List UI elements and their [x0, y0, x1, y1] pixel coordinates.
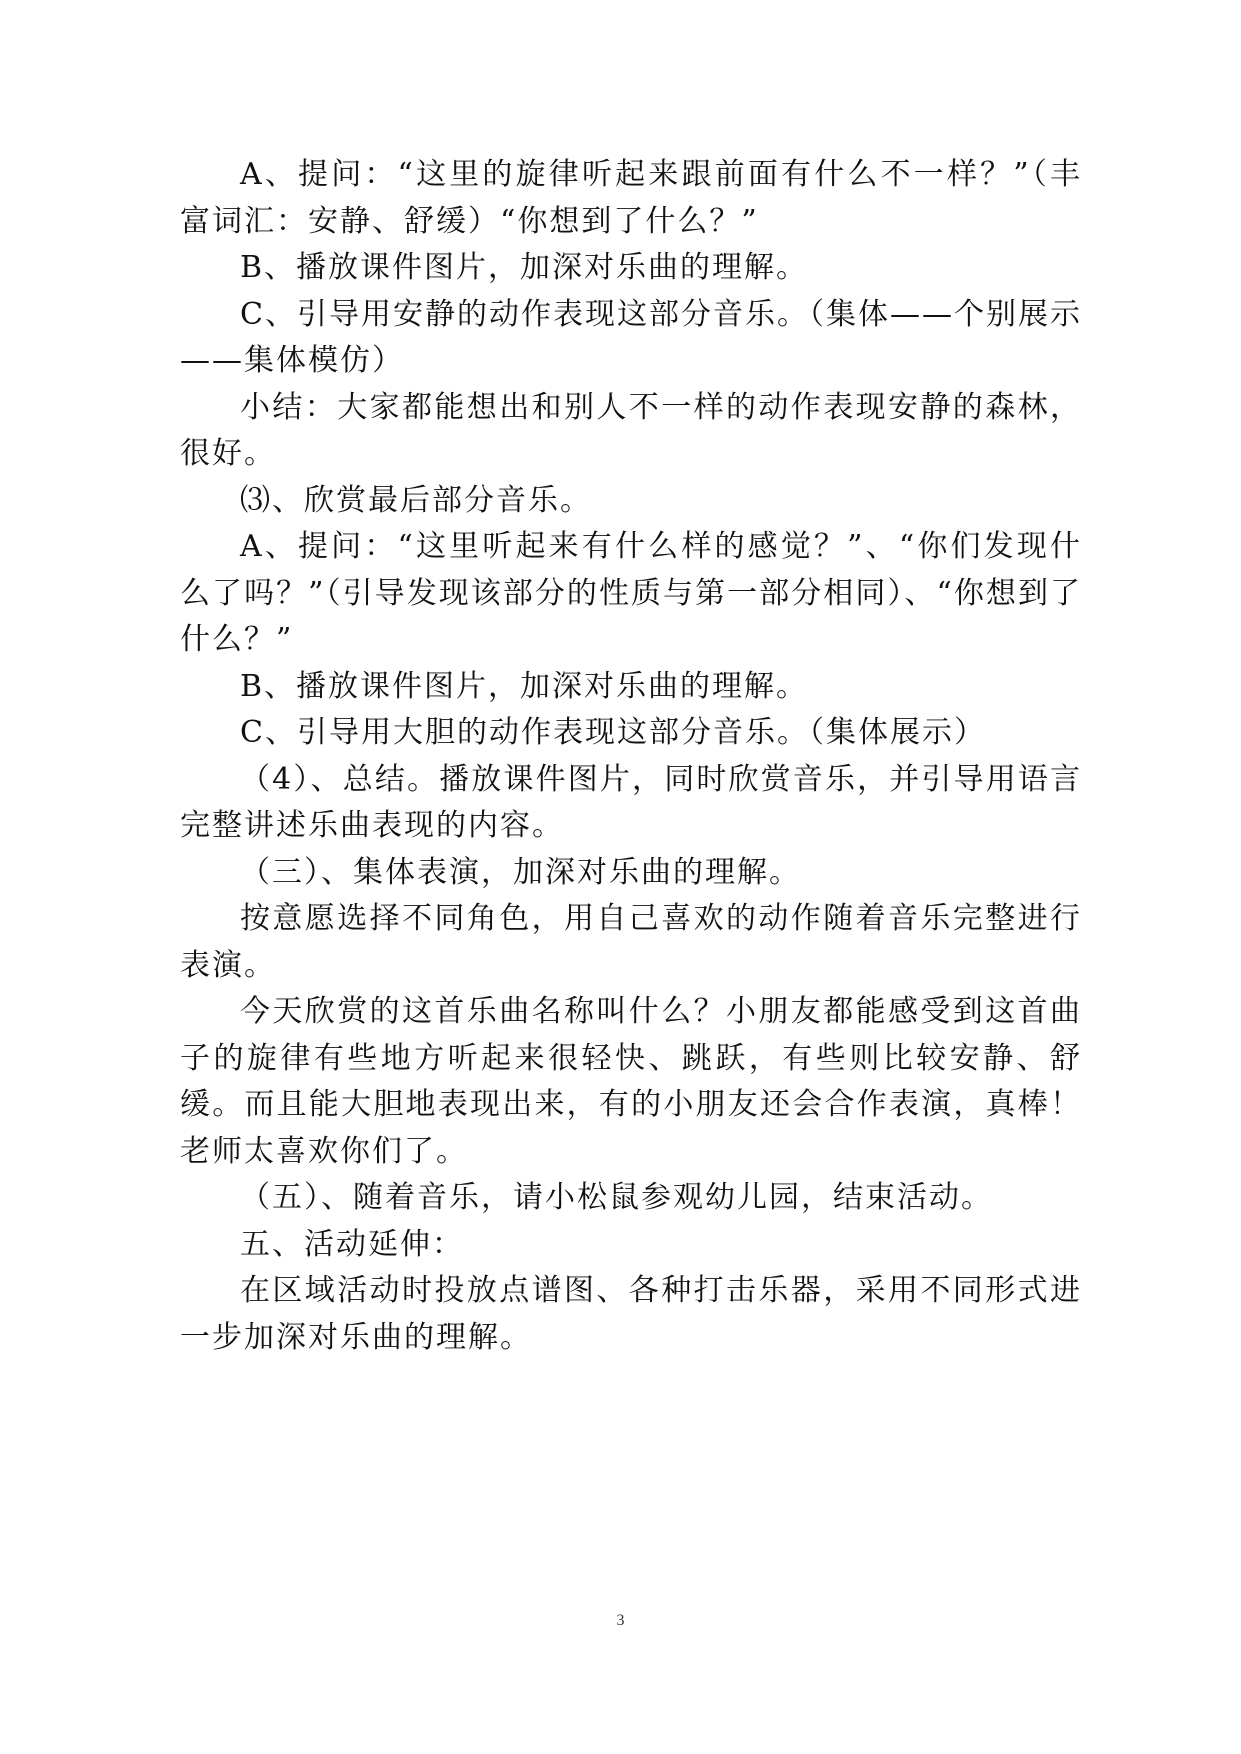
paragraph-summary: 小结：大家都能想出和别人不一样的动作表现安静的森林，很好。 [180, 389, 1082, 471]
paragraph-play-slides: B、播放课件图片，加深对乐曲的理解。 [240, 250, 809, 285]
paragraph-group-performance: （三）、集体表演，加深对乐曲的理解。 [240, 854, 801, 890]
document-body [180, 152, 1082, 1361]
paragraph-conclusion: （4）、总结。播放课件图片，同时欣赏音乐，并引导用语言完整讲述乐曲表现的内容。 [180, 761, 1082, 843]
paragraph-extension-heading: 五、活动延伸： [240, 1226, 464, 1262]
paragraph-question-melody: A、提问：“这里的旋律听起来跟前面有什么不一样？”（丰富词汇：安静、舒缓）“你想到了什么？” [180, 157, 1082, 239]
paragraph-quiet-movement: C、引导用安静的动作表现这部分音乐。（集体——个别展示——集体模仿） [180, 296, 1082, 378]
paragraph-extension-body: 在区域活动时投放点谱图、各种打击乐器，采用不同形式进一步加深对乐曲的理解。 [180, 1273, 1082, 1355]
paragraph-bold-movement: C、引导用大胆的动作表现这部分音乐。（集体展示） [240, 715, 986, 750]
paragraph-question-feeling: A、提问：“这里听起来有什么样的感觉？”、“你们发现什么了吗？”（引导发现该部分的性质与第一部分相同）、“你想到了什么？” [180, 529, 1082, 657]
paragraph-end-activity: （五）、随着音乐，请小松鼠参观幼儿园，结束活动。 [240, 1180, 993, 1215]
paragraph-choose-roles: 按意愿选择不同角色，用自己喜欢的动作随着音乐完整进行表演。 [180, 901, 1082, 983]
paragraph-final-section: ⑶、欣赏最后部分音乐。 [240, 482, 592, 518]
page-number: 3 [616, 1612, 625, 1629]
paragraph-teacher-praise: 今天欣赏的这首乐曲名称叫什么？小朋友都能感受到这首曲子的旋律有些地方听起来很轻快、跳跃，有些则比较安静、舒缓。而且能大胆地表现出来，有的小朋友还会合作表演，真棒！老师太喜欢你们了。 [180, 994, 1082, 1169]
paragraph-play-slides-2: B、播放课件图片，加深对乐曲的理解。 [240, 668, 809, 704]
